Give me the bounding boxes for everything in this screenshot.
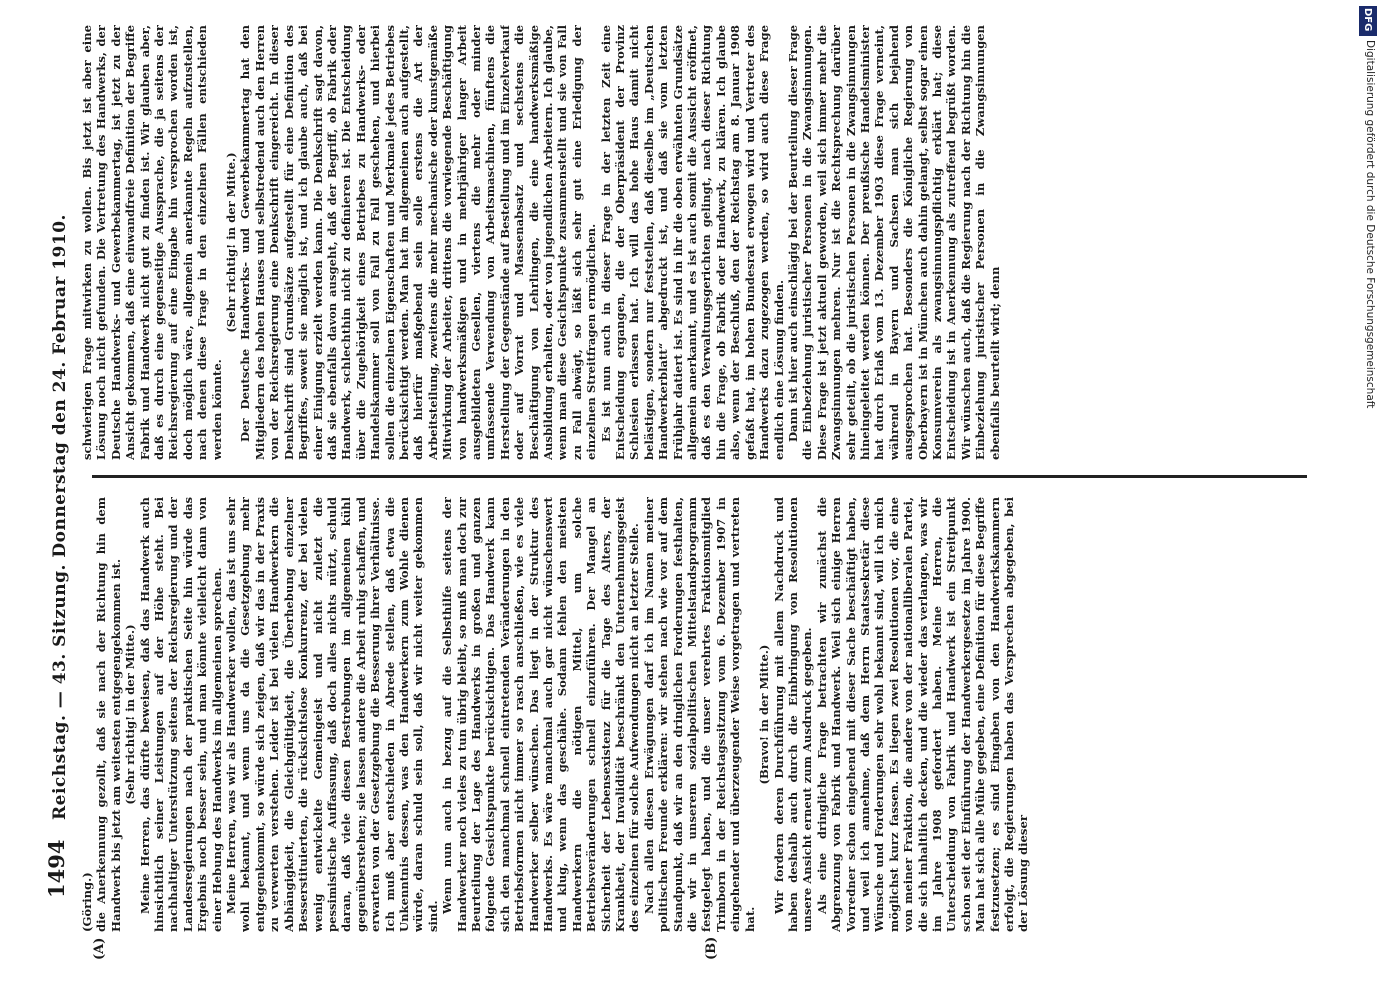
paragraph: Meine Herren, was wir als Handwerker wollen, das ist uns sehr wohl bekannt, und wenn uns da die Gesetzgebung mehr entgegenkommt, so würde sich zeigen, daß wir das in der Praxis zu verwerten verstehen. Leider ist bei vielen Handwerkern die Abhängigkeit, die Gleichgültigkeit, die Überhebung einzelner Besserstituierten, die rücksichtslose Konkurrenz, der bei vielen wenig entwickelte Gemeingeist und nicht zuletzt die pessimistische Auffassung, daß doch alles nichts nützt, schuld daran, daß viele diesen Bestrebungen im allgemeinen kühl gegenüberstehen; sie lassen andere die Arbeit ruhig schaffen, und erwarten von der Gesetzgebung die Besserung ihrer Verhältnisse. Ich muß aber entschieden in Abrede stellen, daß etwa die Unkenntnis dessen, was den Handwerkern zum Wohle dienen würde, daran schuld sein soll, daß wir nicht weiter gekommen sind. <box>224 497 440 932</box>
paragraph: die Anerkennung gezollt, daß sie nach der Richtung hin dem Handwerk bis jetzt am weitesten entgegengekommen ist. <box>94 497 123 932</box>
left-column <box>80 497 1305 932</box>
right-column <box>80 25 1305 460</box>
paragraph: Der Deutsche Handwerks- und Gewerbekammertag hat den Mitgliedern des hohen Hauses und selbstredend auch den Herren von der Reichsregierung eine Denkschrift eingereicht. In dieser Denkschrift sind Grundsätze aufgestellt für eine Definition des Begriffes, soweit sie möglich ist, und ich glaube auch, daß bei einer Einigung erzielt werden kann. Die Denkschrift sagt davon, daß sie ebenfalls davon ausgeht, daß der Begriff, ob Fabrik oder Handwerk, schlechthin nicht zu definieren ist. Die Entscheidung über die Zugehörigkeit eines Betriebes zu Handwerks- oder Handelskammer soll von Fall zu Fall geschehen, und hierbei sollen die einzelnen Eigenschaften und Merkmale jedes Betriebes berücksichtigt werden. Man hat im allgemeinen auch aufgestellt, daß hierfür maßgebend sein solle erstens die Art der Arbeitsteilung, zweitens die mehr mechanische oder kunstgemäße Mitwirkung der Arbeiter, drittens die vorwiegende Beschäftigung von handwerksmäßigen und in mehrjähriger langer Arbeit ausgebildeten Gesellen, viertens die mehr oder minder umfassende Verwendung von Arbeitsmaschinen, fünftens die Herstellung der Gegenstände auf Bestellung und im Einzelverkauf oder auf Vorrat und Massenabsatz und sechstens die Beschäftigung von Lehrlingen, die eine handwerksmäßige Ausbildung erhalten, oder von jugendlichen Arbeitern. Ich glaube, wenn man diese Gesichtspunkte zusammenstellt und sie von Fall zu Fall abwägt, so läßt sich sehr gut eine Erledigung der einzelnen Streitfragen ermöglichen. <box>238 25 599 460</box>
interjection: (Sehr richtig! in der Mitte.) <box>224 152 239 333</box>
digitization-credit <box>1358 6 1378 991</box>
paragraph: Als eine dringliche Frage betrachten wir zunächst die Abgrenzung von Fabrik und Handwerk. Weil sich einige Herren Vorredner schon eingehend mit dieser Sache beschäftigt haben, und weil ich annehme, daß dem Herrn Staatssekretär diese Wünsche und Forderungen sehr wohl bekannt sind, will ich mich möglichst kurz fassen. Es liegen zwei Resolutionen vor, die eine von meiner Fraktion, die andere von der nationalliberalen Partei, die sich inhaltlich decken, und die wieder das verlangen, was wir im Jahre 1908 gefordert haben. Meine Herren, die Unterscheidung von Fabrik und Handwerk ist ein Streitpunkt schon seit der Einführung der Handwerkergesetze im Jahre 1900. Man hat sich alle Mühe gegeben, eine Definition für diese Begriffe festzusetzen; es sind Eingaben von den Handwerkskammern erfolgt, die Regierungen haben das Versprechen abgegeben, bei der Lösung dieser <box>814 497 1031 932</box>
margin-label-a: (A) <box>92 937 107 960</box>
page-number: 1494 <box>44 839 69 898</box>
page-header <box>8 0 78 960</box>
speaker-name: (Göring.) <box>80 872 94 932</box>
column-divider <box>92 475 1307 478</box>
paragraph: Wir fordern deren Durchführung mit allem Nachdruck und haben deshalb auch durch die Einbringung von Resolutionen unsere Ansicht erneut zum Ausdruck gegeben. <box>771 497 815 932</box>
margin-label-b: (B) <box>704 936 719 960</box>
interjection: (Sehr richtig! in der Mitte.) <box>123 624 138 805</box>
paragraph: Wenn nun auch in bezug auf die Selbsthilfe seitens der Handwerker noch vieles zu tun übrig bleibt, so muß man doch zur Beurteilung der Lage des Handwerks in großen und ganzen folgende Gesichtspunkte berücksichtigen. Das Handwerk kann sich den manchmal schnell eintretenden Veränderungen in den Betriebsformen nicht immer so rasch anschließen, wie es viele Handwerker selber wünschen. Das liegt in der Struktur des Handwerks. Es wäre manchmal auch gar nicht wünschenswert und klug, wenn das geschähe. Sodann fehlen den meisten Handwerkern die nötigen Mittel, um solche Betriebsveränderungen schnell einzuführen. Der Mangel an Sicherheit der Lebensexistenz für die Tage des Alters, der Krankheit, der Invalidität beschränkt den Unternehmungsgeist des einzelnen für solche Aufwendungen nicht an letzter Stelle. <box>440 497 642 932</box>
paragraph: Dann ist hier auch einschlägig bei der Beurteilung dieser Frage die Einbeziehung juristischer Personen in die Zwangsinnungen. Diese Frage ist jetzt aktuell geworden, weil sich immer mehr die Zwangsinnungen mehren. Nur ist die Rechtsprechung darüber sehr geteilt, ob die juristischen Personen in die Zwangsinnungen hineingeleitet werden können. Der preußische Handelsminister hat durch Erlaß vom 13. Dezember 1903 diese Frage verneint, während in Bayern und Sachsen man sich bejahend ausgesprochen hat. Besonders die Königliche Regierung von Oberbayern ist in München auch dahin gelangt, selbst sogar einen Konsumverein als zwangsinnungspflichtig erklärt hat; diese Entscheidung ist in Anerkennung als zutreffend begrüßt worden. Wir wünschen auch, daß die Regierung nach der Richtung hin die Einbeziehung juristischer Personen in die Zwangsinnungen ebenfalls beurteilt wird; denn <box>785 25 1002 460</box>
dfg-logo: DFG <box>1359 6 1377 36</box>
paragraph: schwierigen Frage mitwirken zu wollen. Bis jetzt ist aber eine Lösung noch nicht gefunden. Die Vertretung des Handwerks, der Deutsche Handwerks- und Gewerbekammertag, ist jetzt zu der Ansicht gekommen, daß eine einwandfreie Definition der Begriffe Fabrik und Handwerk nicht gut zu finden ist. Wir glauben aber, daß es durch eine gegenseitige Aussprache, die ja seitens der Reichsregierung auf eine Eingabe hin versprochen worden ist, doch möglich wäre, allgemein anerkannte Regeln aufzustellen, nach denen diese Frage in den einzelnen Fällen entschieden werden könnte. <box>80 25 224 460</box>
paragraph: Nach allen diesen Erwägungen darf ich im Namen meiner politischen Freunde erklären: wir stehen nach wie vor auf dem Standpunkt, daß wir an den dringlichen Forderungen festhalten, die wir in unserem sozialpolitischen Mittelstandsprogramm festgelegt haben, und die unser verehrtes Fraktionsmitglied Trimborn in der Reichstagssitzung vom 6. Dezember 1907 in eingehender und überzeugender Weise vorgetragen und vertreten hat. <box>641 497 757 932</box>
credit-text: Digitalisierung gefördert durch die Deutsche Forschungsgemeinschaft <box>1364 40 1376 409</box>
interjection: (Bravo! in der Mitte.) <box>757 644 772 785</box>
paragraph: Es ist nun auch in dieser Frage in der letzten Zeit eine Entscheidung ergangen, die der Oberpräsident der Provinz Schlesien erlassen hat. Ich will das hohe Haus damit nicht belästigen, sondern nur feststellen, daß dieselbe im „Deutschen Handwerkerblatt“ abgedruckt ist, und daß sie vom letzten Frühjahr datiert ist. Es sind in ihr die oben erwähnten Grundsätze allgemein anerkannt, und es ist auch somit die Aussicht eröffnet, daß es den Verwaltungsgerichten gelingt, nach dieser Richtung hin die Frage, ob Fabrik oder Handwerk, zu klären. Ich glaube also, wenn der Beschluß, den der Reichstag am 8. Januar 1908 gefaßt hat, im hohen Bundesrat erwogen wird und Vertreter des Handwerks dazu zugezogen werden, so wird auch diese Frage endlich eine Lösung finden. <box>598 25 786 460</box>
page-title: Reichstag. — 43. Sitzung. Donnerstag den 24. Februar 1910. <box>50 214 70 820</box>
paragraph: Meine Herren, das dürfte beweisen, daß das Handwerk auch hinsichtlich seiner Leistungen auf der Höhe steht. Bei nachhaltiger Unterstützung seitens der Reichsregierung und der Landesregierungen nach der praktischen Seite hin würde das Ergebnis noch besser sein, und man könnte vielleicht dann von einer Hebung des Handwerks im allgemeinen sprechen. <box>137 497 224 932</box>
